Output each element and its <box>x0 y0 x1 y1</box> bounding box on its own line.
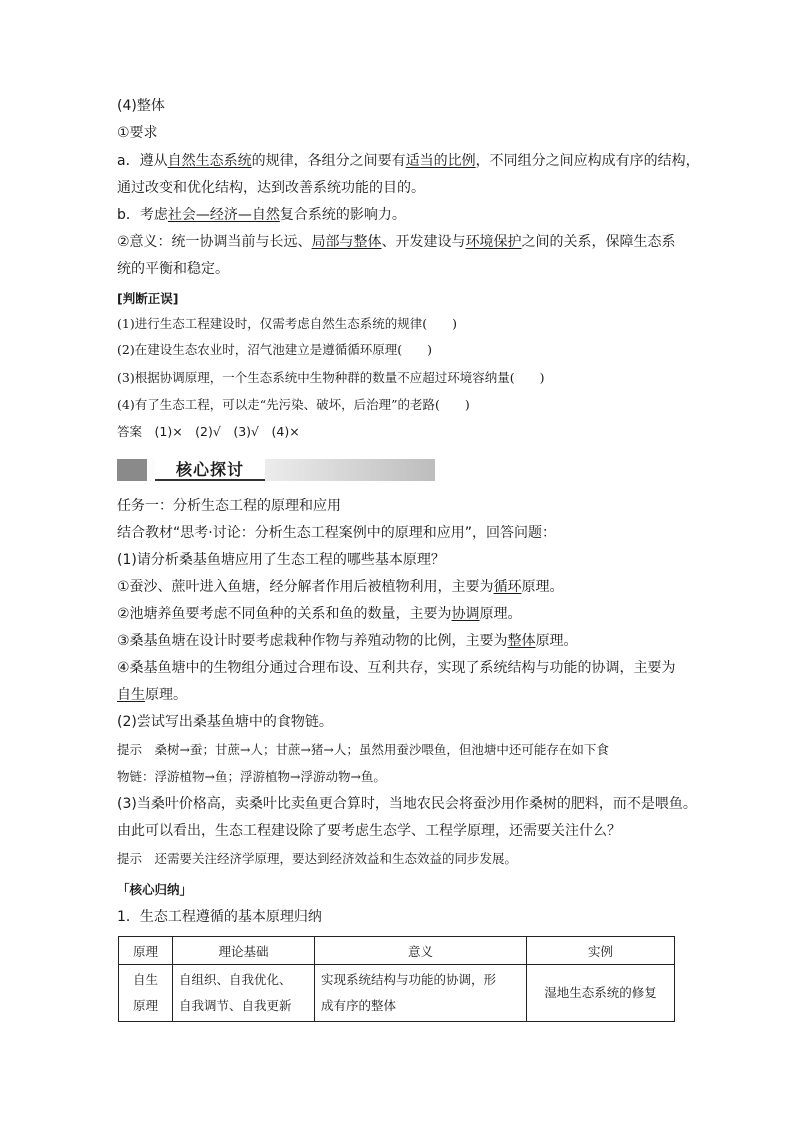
section-banner <box>117 459 435 481</box>
task-question-2: (2)尝试写出桑基鱼塘中的食物链。 <box>117 714 333 730</box>
requirement-a-line1: a．遵从自然生态系统的规律，各组分之间要有适当的比例，不同组分之间应构成有序的结构， <box>117 153 700 169</box>
summary-heading: 「核心归纳」 <box>117 882 193 897</box>
judge-question-1: (1)进行生态工程建设时，仅需考虑自然生态系统的规律( ) <box>117 316 457 331</box>
table-cell-example: 湿地生态系统的修复 <box>527 965 675 1022</box>
banner-title: 核心探讨 <box>155 459 265 481</box>
meaning-line1: ②意义：统一协调当前与长远、局部与整体、开发建设与环境保护之间的关系，保障生态系 <box>117 234 676 250</box>
requirement-a-line2: 通过改变和优化结构，达到改善系统功能的目的。 <box>117 180 425 196</box>
principle-self-line1: ④桑基鱼塘中的生物组分通过合理布设、互利共存，实现了系统结构与功能的协调，主要为 <box>117 660 676 676</box>
requirement-label: ①要求 <box>117 125 158 141</box>
task-title: 任务一：分析生态工程的原理和应用 <box>117 498 341 514</box>
table-header-row <box>119 937 675 965</box>
principle-self-line2: 自生原理。 <box>117 687 187 703</box>
requirement-b: b．考虑社会—经济—自然复合系统的影响力。 <box>117 207 406 223</box>
table-row <box>119 965 675 1022</box>
table-header: 实例 <box>527 937 675 965</box>
summary-item-1: 1．生态工程遵循的基本原理归纳 <box>117 909 322 925</box>
table-header: 原理 <box>119 937 173 965</box>
hint-1-line2: 物链：浮游植物→鱼；浮游植物→浮游动物→鱼。 <box>117 769 386 784</box>
judge-question-4: (4)有了生态工程，可以走“先污染、破坏，后治理”的老路( ) <box>117 397 470 412</box>
banner-block <box>117 459 147 481</box>
judge-question-2: (2)在建设生态农业时，沼气池建立是遵循循环原理( ) <box>117 342 432 357</box>
section-heading: (4)整体 <box>117 98 165 114</box>
task-intro: 结合教材“思考·讨论：分析生态工程案例中的原理和应用”，回答问题： <box>117 525 556 541</box>
judge-heading: [判断正误] <box>117 291 179 306</box>
judge-question-3: (3)根据协调原理，一个生态系统中生物种群的数量不应超过环境容纳量( ) <box>117 370 545 385</box>
principles-table <box>118 936 675 1022</box>
task-question-3-line2: 由此可以看出，生态工程建设除了要考虑生态学、工程学原理，还需要关注什么？ <box>117 823 621 839</box>
meaning-line2: 统的平衡和稳定。 <box>117 261 229 277</box>
table-cell-theory: 自组织、自我优化、 自我调节、自我更新 <box>173 965 315 1022</box>
table-header: 理论基础 <box>173 937 315 965</box>
principle-cycle: ①蚕沙、蔗叶进入鱼塘，经分解者作用后被植物利用，主要为循环原理。 <box>117 579 564 595</box>
hint-1-line1: 提示 桑树→蚕；甘蔗→人；甘蔗→猪→人；虽然用蚕沙喂鱼，但池塘中还可能存在如下食 <box>117 742 609 757</box>
table-cell-principle: 自生 原理 <box>119 965 173 1022</box>
hint-2: 提示 还需要关注经济学原理，要达到经济效益和生态效益的同步发展。 <box>117 851 518 866</box>
table-header: 意义 <box>315 937 527 965</box>
task-question-3-line1: (3)当桑叶价格高，卖桑叶比卖鱼更合算时，当地农民会将蚕沙用作桑树的肥料，而不是喂鱼。 <box>117 796 697 812</box>
table-cell-meaning: 实现系统结构与功能的协调，形 成有序的整体 <box>315 965 527 1022</box>
principle-whole: ③桑基鱼塘在设计时要考虑栽种作物与养殖动物的比例，主要为整体原理。 <box>117 633 578 649</box>
principle-coordination: ②池塘养鱼要考虑不同鱼种的关系和鱼的数量，主要为协调原理。 <box>117 606 522 622</box>
task-question-1: (1)请分析桑基鱼塘应用了生态工程的哪些基本原理？ <box>117 552 445 568</box>
judge-answer: 答案 (1)× (2)√ (3)√ (4)× <box>117 424 300 439</box>
